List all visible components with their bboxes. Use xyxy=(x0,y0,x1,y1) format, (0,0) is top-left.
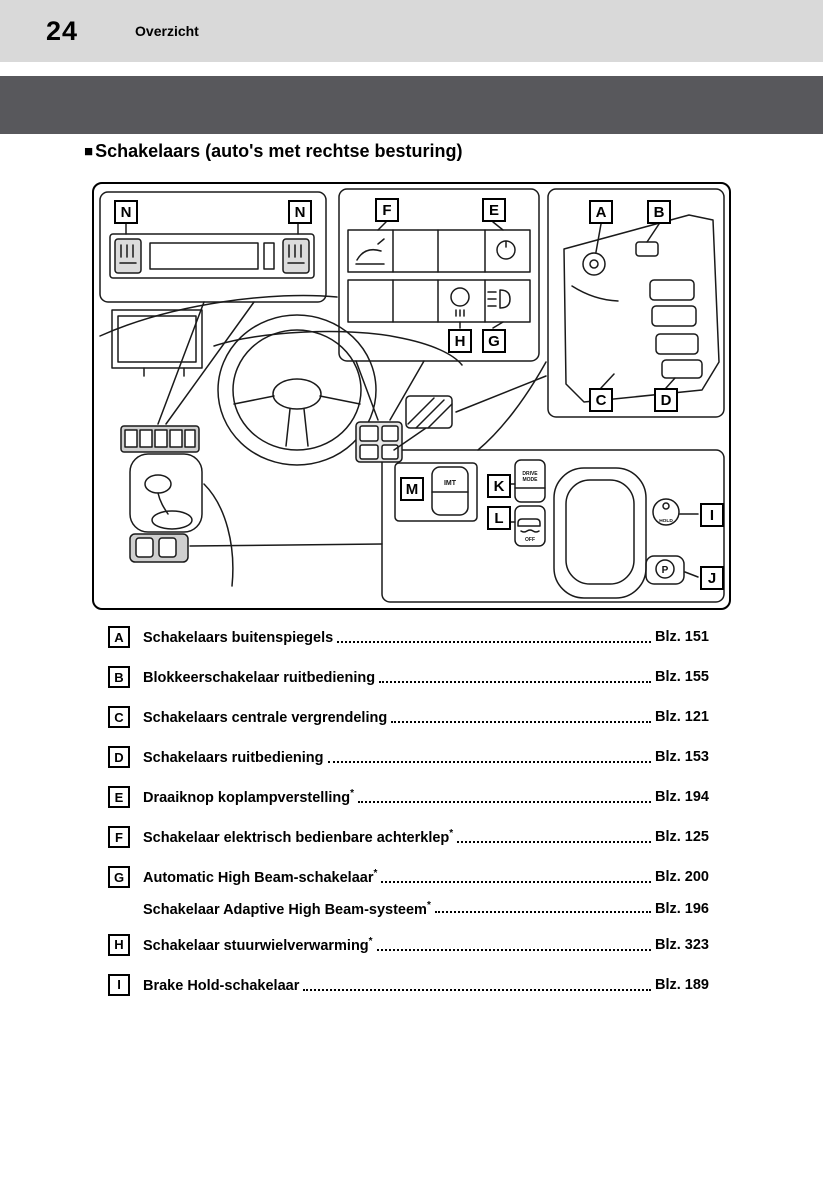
dotted-leader xyxy=(377,949,651,951)
footnote-asterisk: * xyxy=(449,828,454,840)
chapter-band xyxy=(0,76,823,134)
imt-switch-label: IMT xyxy=(443,480,457,487)
callout-F: F xyxy=(375,198,399,222)
legend-label-text: Blokkeerschakelaar ruitbediening xyxy=(143,669,376,686)
hatch-open-icon xyxy=(356,239,384,264)
console-heater-switches xyxy=(121,426,199,452)
legend-label-text: Schakelaar stuurwielverwarming xyxy=(143,937,369,954)
legend-item-F xyxy=(108,826,709,848)
legend-item-C xyxy=(108,706,709,728)
steering-column-switch-cluster xyxy=(356,422,402,462)
legend-item-E xyxy=(108,786,709,808)
inset-dash-switch-panel xyxy=(339,189,539,420)
legend-label-text: Schakelaar Adaptive High Beam-systeem xyxy=(143,901,427,918)
legend-page-ref: Blz. 125 xyxy=(655,829,709,845)
off-label: OFF xyxy=(525,537,535,543)
dotted-leader xyxy=(457,841,651,843)
window-lock-switch-icon xyxy=(636,242,658,256)
dotted-leader xyxy=(303,989,651,991)
legend-label-text: Schakelaars ruitbediening xyxy=(143,749,324,766)
legend-page-ref: Blz. 151 xyxy=(655,629,709,645)
p-label: P xyxy=(661,565,669,576)
legend-item-H xyxy=(108,934,709,956)
callout-M: M xyxy=(400,477,424,501)
callout-B: B xyxy=(647,200,671,224)
dashboard-line-art xyxy=(94,184,729,608)
legend-page-ref: Blz. 200 xyxy=(655,869,709,885)
callout-N-right: N xyxy=(288,200,312,224)
legend-label xyxy=(143,900,431,918)
legend-label-text: Brake Hold-schakelaar xyxy=(143,977,300,994)
inset-center-console xyxy=(382,450,724,602)
footnote-asterisk: * xyxy=(350,788,354,800)
legend-label xyxy=(143,708,387,726)
dotted-leader xyxy=(358,801,651,803)
legend-item-A xyxy=(108,626,709,648)
legend-label xyxy=(143,936,373,954)
footnote-asterisk: * xyxy=(426,900,431,911)
callout-L: L xyxy=(487,506,511,530)
legend-label-text: Schakelaars centrale vergrendeling xyxy=(143,709,388,726)
legend-label xyxy=(143,628,333,646)
lower-dash-switch-panel xyxy=(394,376,546,450)
header-chapter-title: Overzicht xyxy=(135,23,199,39)
legend-letter-box: F xyxy=(108,826,130,848)
imt-switch-icon xyxy=(432,467,468,515)
hold-label: HOLD xyxy=(659,519,673,524)
legend-page-ref: Blz. 194 xyxy=(655,789,709,805)
footnote-asterisk: * xyxy=(373,868,378,880)
legend-label-text: Draaiknop koplampverstelling xyxy=(143,789,351,806)
section-title xyxy=(84,141,462,162)
legend-item-G-sub xyxy=(143,900,709,918)
legend-label xyxy=(143,976,299,994)
dotted-leader xyxy=(328,761,651,763)
callout-N-left: N xyxy=(114,200,138,224)
legend-label xyxy=(143,668,375,686)
legend-letter-box: H xyxy=(108,934,130,956)
legend-page-ref: Blz. 189 xyxy=(655,976,709,993)
callout-C: C xyxy=(589,388,613,412)
mode-label: MODE xyxy=(522,477,538,483)
legend-letter-box: I xyxy=(108,974,130,996)
callout-D: D xyxy=(654,388,678,412)
callout-K: K xyxy=(487,474,511,498)
callout-E: E xyxy=(482,198,506,222)
legend-label xyxy=(143,748,324,766)
legend-page-ref: Blz. 121 xyxy=(655,709,709,725)
dotted-leader xyxy=(379,681,651,683)
callout-I: I xyxy=(700,503,724,527)
legend-letter-box: A xyxy=(108,626,130,648)
console-mode-switch-panel xyxy=(130,534,382,562)
footnote-asterisk: * xyxy=(368,935,373,947)
section-title-text: Schakelaars (auto's met rechtse besturing) xyxy=(95,141,463,161)
steering-wheel xyxy=(218,315,376,465)
dashboard-diagram xyxy=(92,182,731,610)
legend-page-ref: Blz. 323 xyxy=(655,936,709,953)
gear-shifter xyxy=(130,454,202,532)
dotted-leader xyxy=(337,641,651,643)
legend-letter-box: C xyxy=(108,706,130,728)
inset-console-heater-panel xyxy=(100,192,326,424)
legend-label-text: Schakelaars buitenspiegels xyxy=(143,629,334,646)
page-header xyxy=(0,0,823,62)
legend-label xyxy=(143,788,354,806)
steering-heater-icon xyxy=(451,288,469,306)
callout-A: A xyxy=(589,200,613,224)
legend-letter-box: B xyxy=(108,666,130,688)
legend-list xyxy=(108,626,709,1014)
legend-item-D xyxy=(108,746,709,768)
legend-item-B xyxy=(108,666,709,688)
mirror-switch-knob-icon xyxy=(583,253,605,275)
legend-letter-box: D xyxy=(108,746,130,768)
legend-page-ref: Blz. 155 xyxy=(655,669,709,685)
legend-label xyxy=(143,828,453,846)
high-beam-icon xyxy=(488,290,510,308)
legend-letter-box: E xyxy=(108,786,130,808)
legend-label-text: Schakelaar elektrisch bedienbare achterklep xyxy=(143,829,450,846)
page-number: 24 xyxy=(46,15,79,46)
dotted-leader xyxy=(381,881,651,883)
inset-door-panel xyxy=(548,189,724,417)
legend-item-G xyxy=(108,866,709,888)
legend-letter-box: G xyxy=(108,866,130,888)
legend-label-text: Automatic High Beam-schakelaar xyxy=(143,869,374,886)
legend-page-ref: Blz. 153 xyxy=(655,749,709,765)
dotted-leader xyxy=(435,911,651,913)
callout-J: J xyxy=(700,566,724,590)
callout-H: H xyxy=(448,329,472,353)
section-bullet-icon: ■ xyxy=(84,143,94,160)
callout-G: G xyxy=(482,329,506,353)
dotted-leader xyxy=(391,721,651,723)
legend-label xyxy=(143,868,377,886)
legend-item-I xyxy=(108,974,709,996)
legend-page-ref: Blz. 196 xyxy=(655,900,709,917)
drive-label: DRIVE xyxy=(522,471,538,477)
